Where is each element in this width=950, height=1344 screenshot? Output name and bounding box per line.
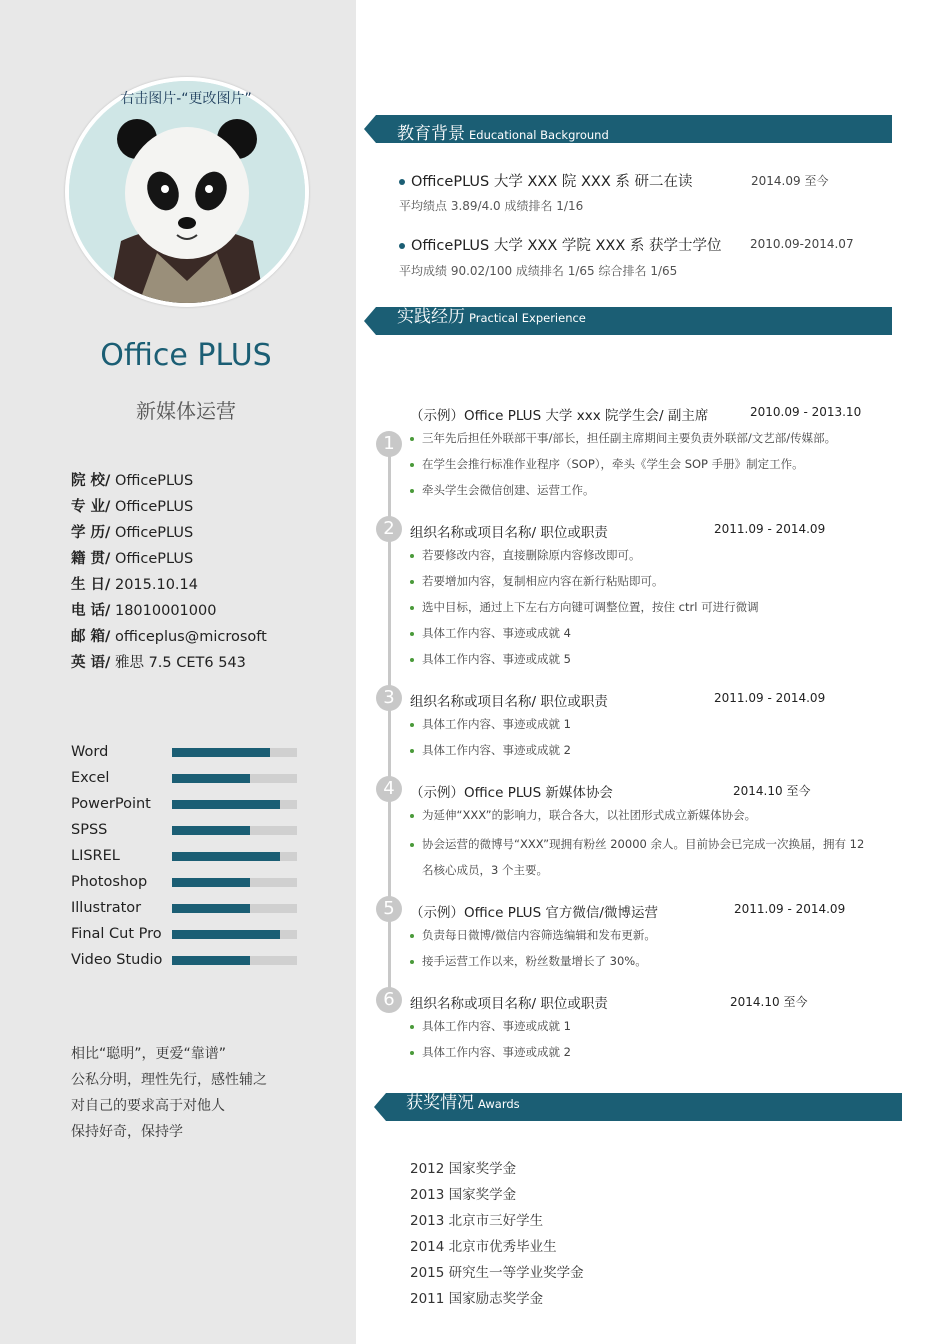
- motto-line: 相比“聪明”，更爱“靠谱”: [71, 1046, 227, 1062]
- skill-bar: [172, 748, 297, 757]
- info-row-english: [71, 650, 267, 676]
- bullet-text: 名核心成员，3 个主要。: [422, 863, 548, 877]
- info-key: 生 日/: [71, 577, 111, 593]
- experience-bullet: [410, 1039, 571, 1065]
- award-item: 2012 国家奖学金: [410, 1161, 517, 1177]
- info-row-phone: [71, 598, 267, 624]
- motto-line: 保持好奇，保持学: [71, 1124, 183, 1140]
- skill-name: SPSS: [71, 822, 108, 838]
- timeline-number: 2: [376, 516, 402, 542]
- skill-bar-fill: [172, 904, 250, 913]
- info-value: officeplus@microsoft: [114, 629, 267, 645]
- bullet-dot: [410, 463, 414, 467]
- info-value: 雅思 7.5 CET6 543: [114, 655, 246, 671]
- info-row-email: [71, 624, 267, 650]
- skill-name: Word: [71, 744, 109, 760]
- skill-bar: [172, 878, 297, 887]
- skill-row: [71, 741, 311, 767]
- skill-bar: [172, 904, 297, 913]
- skill-name: Video Studio: [71, 952, 163, 968]
- skill-name: LISREL: [71, 848, 120, 864]
- timeline-number: 1: [376, 431, 402, 457]
- education-item-detail: 平均绩点 3.89/4.0 成绩排名 1/16: [399, 199, 584, 213]
- info-value: OfficePLUS: [114, 525, 194, 541]
- skill-bar: [172, 826, 297, 835]
- bullet-text: 具体工作内容、事迹或成就 5: [422, 652, 571, 666]
- info-value: 2015.10.14: [114, 577, 198, 593]
- award-item: 2014 北京市优秀毕业生: [410, 1239, 557, 1255]
- person-role: 新媒体运营: [136, 399, 236, 423]
- bullet-text: 在学生会推行标准作业程序（SOP），牵头《学生会 SOP 手册》制定工作。: [422, 457, 804, 471]
- experience-bullet: [410, 451, 804, 477]
- education-item-title: OfficePLUS 大学 XXX 院 XXX 系 研二在读: [399, 170, 693, 191]
- skill-name: Final Cut Pro: [71, 926, 162, 942]
- motto: [71, 1041, 267, 1145]
- experience-bullet: [410, 948, 647, 974]
- skill-bar-fill: [172, 878, 250, 887]
- info-value: OfficePLUS: [114, 551, 194, 567]
- info-row-hometown: [71, 546, 267, 572]
- personal-info: [71, 468, 267, 676]
- bullet-text: 具体工作内容、事迹或成就 2: [422, 1045, 571, 1059]
- skill-bar-fill: [172, 800, 280, 809]
- experience-bullet: [410, 711, 571, 737]
- skill-bar-fill: [172, 956, 250, 965]
- info-row-major: [71, 494, 267, 520]
- education-item-detail: 平均成绩 90.02/100 成绩排名 1/65 综合排名 1/65: [399, 264, 678, 278]
- section-title-zh: 教育背景: [397, 124, 465, 144]
- bullet-dot: [410, 934, 414, 938]
- avatar-hint: 右击图片-“更改图片”: [120, 91, 252, 107]
- section-title-zh: 获奖情况: [406, 1093, 474, 1113]
- experience-bullet: [410, 594, 759, 620]
- info-key: 专 业/: [71, 499, 111, 515]
- bullet-text: 牵头学生会微信创建、运营工作。: [422, 483, 595, 497]
- education-item-date: 2010.09-2014.07: [750, 237, 854, 251]
- bullet-dot: [410, 723, 414, 727]
- experience-bullet: [410, 737, 571, 763]
- skill-bar: [172, 956, 297, 965]
- experience-date: 2010.09 - 2013.10: [750, 405, 862, 419]
- experience-bullet: [410, 831, 864, 857]
- info-value: OfficePLUS: [114, 473, 194, 489]
- experience-bullet: [410, 620, 571, 646]
- experience-title: （示例）Office PLUS 新媒体协会: [410, 785, 613, 801]
- bullet-dot: [410, 437, 414, 441]
- info-row-birthday: [71, 572, 267, 598]
- skill-row: [71, 819, 311, 845]
- skill-name: Illustrator: [71, 900, 142, 916]
- bullet-dot: [410, 1051, 414, 1055]
- bullet-text: 协会运营的微博号“XXX”现拥有粉丝 20000 余人。目前协会已完成一次换届，拥有 12: [422, 837, 865, 851]
- experience-date: 2011.09 - 2014.09: [714, 691, 826, 705]
- skill-bar-fill: [172, 748, 270, 757]
- experience-title: 组织名称或项目名称/ 职位或职责: [410, 996, 608, 1012]
- experience-heading: [397, 302, 586, 327]
- section-title-en: Awards: [478, 1097, 520, 1111]
- bullet-text: 负责每日微博/微信内容筛选编辑和发布更新。: [422, 928, 656, 942]
- bullet-text: 具体工作内容、事迹或成就 4: [422, 626, 571, 640]
- skill-name: PowerPoint: [71, 796, 151, 812]
- awards-heading: [406, 1088, 520, 1113]
- info-key: 邮 箱/: [71, 629, 111, 645]
- skill-row: [71, 845, 311, 871]
- award-item: 2015 研究生一等学业奖学金: [410, 1265, 584, 1281]
- timeline-number: 6: [376, 987, 402, 1013]
- experience-bullet: [410, 542, 641, 568]
- skills-list: [71, 741, 311, 975]
- bullet-text: 若要增加内容，复制相应内容在新行粘贴即可。: [422, 574, 664, 588]
- info-value: OfficePLUS: [114, 499, 194, 515]
- timeline-number: 5: [376, 896, 402, 922]
- motto-line: 对自己的要求高于对他人: [71, 1098, 225, 1114]
- panda-illustration: [69, 81, 305, 303]
- skill-bar-fill: [172, 930, 280, 939]
- experience-bullet: [410, 646, 571, 672]
- section-title-en: Practical Experience: [469, 311, 586, 325]
- experience-bullet: [410, 477, 595, 503]
- timeline-number: 4: [376, 776, 402, 802]
- section-title-en: Educational Background: [469, 128, 609, 142]
- experience-title: （示例）Office PLUS 官方微信/微博运营: [410, 905, 658, 921]
- bullet-text: 具体工作内容、事迹或成就 1: [422, 1019, 571, 1033]
- experience-bullet: [410, 568, 664, 594]
- experience-title: 组织名称或项目名称/ 职位或职责: [410, 694, 608, 710]
- info-value: 18010001000: [114, 603, 217, 619]
- skill-bar-fill: [172, 774, 250, 783]
- skill-name: Excel: [71, 770, 110, 786]
- skill-row: [71, 871, 311, 897]
- info-key: 电 话/: [71, 603, 111, 619]
- bullet-text: 三年先后担任外联部干事/部长，担任副主席期间主要负责外联部/文艺部/传媒部。: [422, 431, 837, 445]
- experience-bullet-continuation: [410, 857, 548, 883]
- education-item-date: 2014.09 至今: [751, 174, 829, 188]
- skill-row: [71, 793, 311, 819]
- skill-bar: [172, 774, 297, 783]
- experience-date: 2011.09 - 2014.09: [734, 902, 846, 916]
- awards-list: [410, 1156, 584, 1312]
- info-key: 籍 贯/: [71, 551, 111, 567]
- experience-date: 2014.10 至今: [733, 784, 811, 798]
- skill-bar-fill: [172, 826, 250, 835]
- bullet-dot: [410, 632, 414, 636]
- skill-bar-fill: [172, 852, 280, 861]
- bullet-dot: [410, 843, 414, 847]
- experience-date: 2011.09 - 2014.09: [714, 522, 826, 536]
- skill-bar: [172, 930, 297, 939]
- section-title-zh: 实践经历: [397, 307, 465, 327]
- motto-line: 公私分明，理性先行，感性辅之: [71, 1072, 267, 1088]
- experience-date: 2014.10 至今: [730, 995, 808, 1009]
- education-item-title: OfficePLUS 大学 XXX 学院 XXX 系 获学士学位: [399, 234, 722, 255]
- bullet-dot: [410, 814, 414, 818]
- bullet-dot: [410, 1025, 414, 1029]
- person-name: Office PLUS: [100, 338, 272, 373]
- bullet-dot: [410, 554, 414, 558]
- bullet-dot: [410, 580, 414, 584]
- skill-name: Photoshop: [71, 874, 148, 890]
- award-item: 2013 北京市三好学生: [410, 1213, 544, 1229]
- experience-title: （示例）Office PLUS 大学 xxx 院学生会/ 副主席: [410, 408, 709, 424]
- info-key: 英 语/: [71, 655, 111, 671]
- bullet-text: 具体工作内容、事迹或成就 1: [422, 717, 571, 731]
- education-heading: [397, 119, 609, 144]
- bullet-dot: [410, 489, 414, 493]
- experience-bullet: [410, 1013, 571, 1039]
- bullet-dot: [410, 658, 414, 662]
- skill-bar: [172, 852, 297, 861]
- award-item: 2011 国家励志奖学金: [410, 1291, 544, 1307]
- timeline-number: 3: [376, 685, 402, 711]
- skill-row: [71, 897, 311, 923]
- bullet-dot: [410, 749, 414, 753]
- skill-row: [71, 949, 311, 975]
- bullet-text: 为延伸“XXX”的影响力，联合各大，以社团形式成立新媒体协会。: [422, 808, 757, 822]
- info-key: 学 历/: [71, 525, 111, 541]
- sidebar: [0, 0, 356, 1344]
- experience-bullet: [410, 802, 756, 828]
- bullet-text: 接手运营工作以来，粉丝数量增长了 30%。: [422, 954, 647, 968]
- bullet-text: 具体工作内容、事迹或成就 2: [422, 743, 571, 757]
- info-key: 院 校/: [71, 473, 111, 489]
- skill-row: [71, 767, 311, 793]
- bullet-dot: [410, 606, 414, 610]
- avatar-photo[interactable]: [65, 77, 309, 307]
- bullet-text: 选中目标，通过上下左右方向键可调整位置，按住 ctrl 可进行微调: [422, 600, 759, 614]
- info-row-degree: [71, 520, 267, 546]
- skill-bar: [172, 800, 297, 809]
- bullet-text: 若要修改内容，直接删除原内容修改即可。: [422, 548, 641, 562]
- experience-bullet: [410, 425, 836, 451]
- info-row-school: [71, 468, 267, 494]
- award-item: 2013 国家奖学金: [410, 1187, 517, 1203]
- bullet-dot: [410, 960, 414, 964]
- experience-bullet: [410, 922, 656, 948]
- experience-title: 组织名称或项目名称/ 职位或职责: [410, 525, 608, 541]
- skill-row: [71, 923, 311, 949]
